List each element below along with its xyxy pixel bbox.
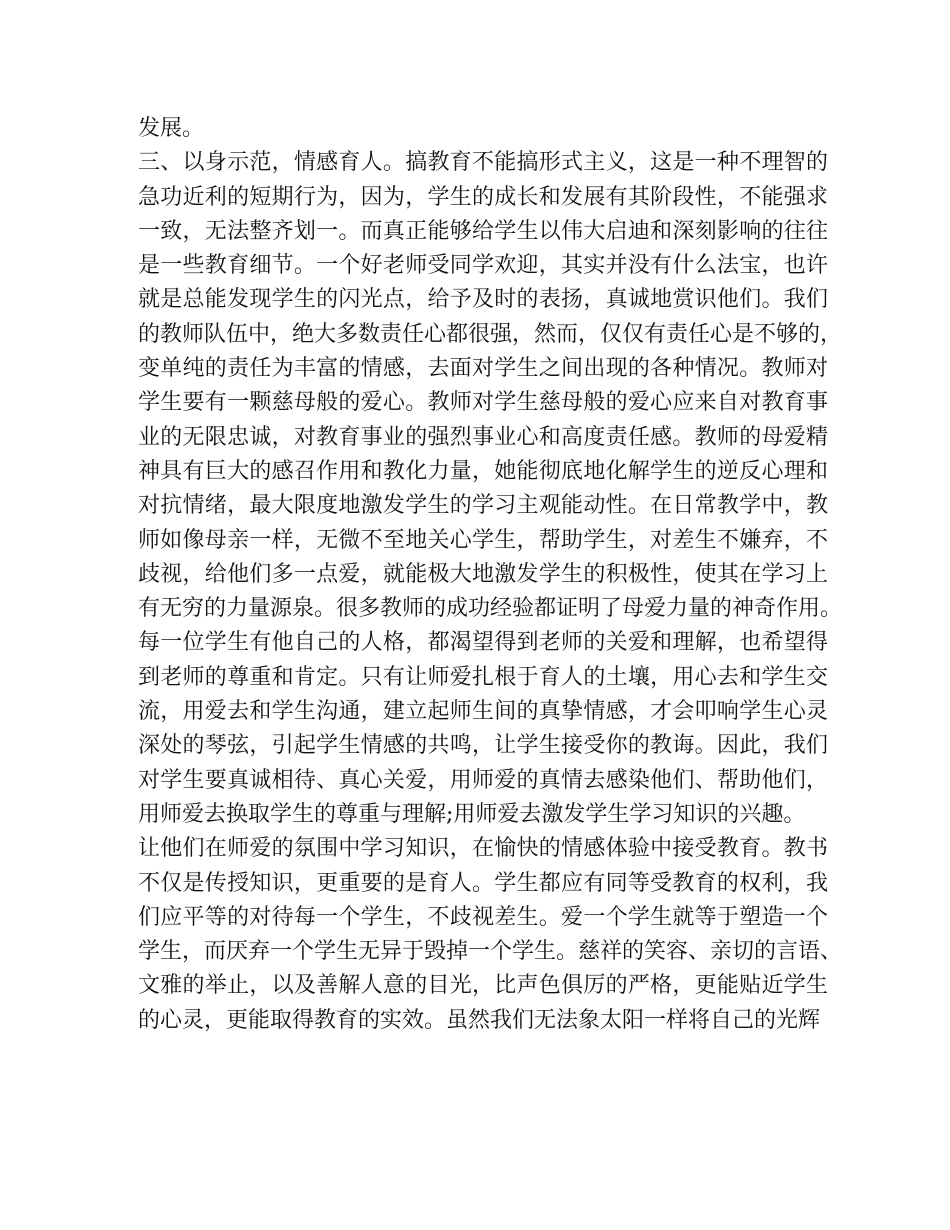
text-line: 急功近利的短期行为，因为，学生的成长和发展有其阶段性，不能强求 — [138, 184, 828, 210]
text-line: 不仅是传授知识，更重要的是育人。学生都应有同等受教育的权利，我 — [138, 870, 828, 896]
body-text — [138, 112, 843, 1038]
text-line: 业的无限忠诚，对教育事业的强烈事业心和高度责任感。教师的母爱精 — [138, 424, 828, 450]
text-line: 对抗情绪，最大限度地激发学生的学习主观能动性。在日常教学中，教 — [138, 493, 828, 519]
text-line: 用师爱去换取学生的尊重与理解;用师爱去激发学生学习知识的兴趣。 — [138, 801, 806, 827]
text-line: 文雅的举止，以及善解人意的目光，比声色俱厉的严格，更能贴近学生 — [138, 973, 828, 999]
text-line: 发展。 — [138, 116, 205, 141]
text-line: 对学生要真诚相待、真心关爱，用师爱的真情去感染他们、帮助他们， — [138, 767, 828, 793]
text-line: 学生，而厌弃一个学生无异于毁掉一个学生。慈祥的笑容、亲切的言语、 — [138, 939, 843, 965]
text-line: 到老师的尊重和肯定。只有让师爱扎根于育人的土壤，用心去和学生交 — [138, 664, 828, 690]
text-line: 学生要有一颗慈母般的爱心。教师对学生慈母般的爱心应来自对教育事 — [138, 390, 828, 416]
text-line: 师如像母亲一样，无微不至地关心学生，帮助学生，对差生不嫌弃，不 — [138, 527, 828, 553]
text-line: 是一些教育细节。一个好老师受同学欢迎，其实并没有什么法宝，也许 — [138, 253, 828, 279]
text-line: 三、以身示范，情感育人。搞教育不能搞形式主义，这是一种不理智的 — [138, 150, 828, 176]
text-line: 有无穷的力量源泉。很多教师的成功经验都证明了母爱力量的神奇作用。 — [138, 596, 843, 622]
text-line: 的教师队伍中，绝大多数责任心都很强，然而，仅仅有责任心是不够的， — [138, 321, 843, 347]
text-line: 神具有巨大的感召作用和教化力量，她能彻底地化解学生的逆反心理和 — [138, 458, 828, 484]
text-line: 变单纯的责任为丰富的情感，去面对学生之间出现的各种情况。教师对 — [138, 356, 828, 382]
text-line: 让他们在师爱的氛围中学习知识，在愉快的情感体验中接受教育。教书 — [138, 836, 828, 862]
text-line: 流，用爱去和学生沟通，建立起师生间的真挚情感，才会叩响学生心灵 — [138, 699, 828, 725]
text-line: 歧视，给他们多一点爱，就能极大地激发学生的积极性，使其在学习上 — [138, 561, 828, 587]
text-line: 的心灵，更能取得教育的实效。虽然我们无法象太阳一样将自己的光辉 — [138, 1007, 821, 1033]
text-line: 深处的琴弦，引起学生情感的共鸣，让学生接受你的教诲。因此，我们 — [138, 733, 828, 759]
text-line: 每一位学生有他自己的人格，都渴望得到老师的关爱和理解，也希望得 — [138, 630, 828, 656]
text-line: 就是总能发现学生的闪光点，给予及时的表扬，真诚地赏识他们。我们 — [138, 287, 828, 313]
text-line: 一致，无法整齐划一。而真正能够给学生以伟大启迪和深刻影响的往往 — [138, 218, 828, 244]
text-line: 们应平等的对待每一个学生，不歧视差生。爱一个学生就等于塑造一个 — [138, 904, 828, 930]
